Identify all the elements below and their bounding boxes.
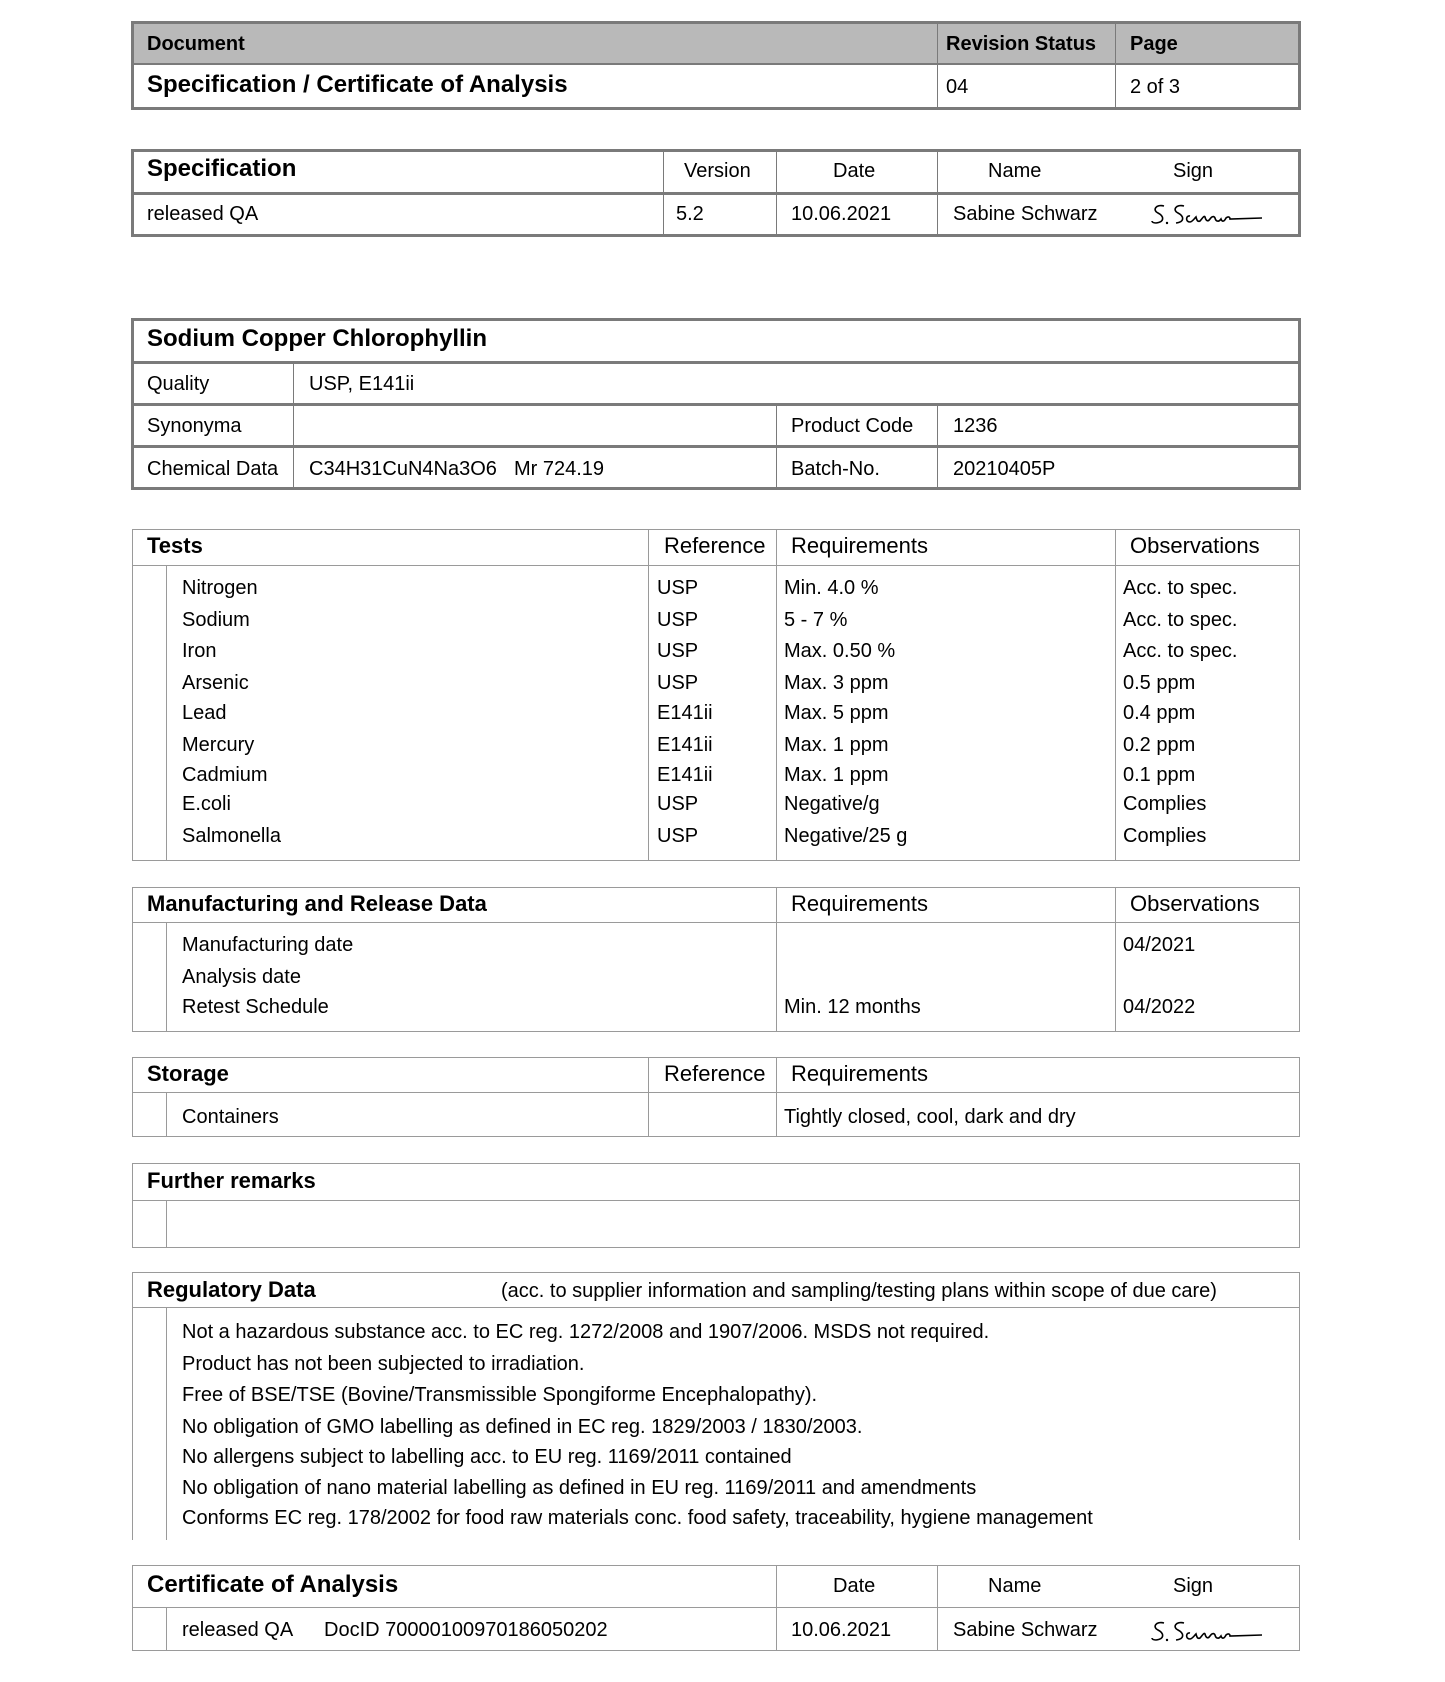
remarks-title: Further remarks xyxy=(147,1168,316,1193)
divider xyxy=(132,1607,1300,1608)
header-col-page: Page xyxy=(1130,33,1178,55)
test-requirement: Negative/25 g xyxy=(784,825,908,847)
coa-status: released QA xyxy=(182,1619,294,1641)
test-reference: E141ii xyxy=(657,764,713,786)
test-observation: 0.4 ppm xyxy=(1123,702,1196,724)
page-value: 2 of 3 xyxy=(1130,76,1181,98)
spec-name: Sabine Schwarz xyxy=(953,203,1098,225)
test-name: Nitrogen xyxy=(182,577,258,599)
coa-col-sign: Sign xyxy=(1173,1575,1214,1597)
storage-item: Containers xyxy=(182,1106,279,1128)
regulatory-note: (acc. to supplier information and sampling/testing plans within scope of due care) xyxy=(501,1280,1217,1302)
test-requirement: 5 - 7 % xyxy=(784,609,848,631)
regulatory-line: No obligation of nano material labelling as defined in EU reg. 1169/2011 and amendments xyxy=(182,1477,977,1499)
test-name: Salmonella xyxy=(182,825,281,847)
product-code-value: 1236 xyxy=(953,415,998,437)
manufacturing-title: Manufacturing and Release Data xyxy=(147,891,487,916)
test-requirement: Max. 1 ppm xyxy=(784,734,889,756)
test-reference: USP xyxy=(657,609,699,631)
coa-date: 10.06.2021 xyxy=(791,1619,892,1641)
test-reference: USP xyxy=(657,640,699,662)
storage-title: Storage xyxy=(147,1061,229,1086)
divider xyxy=(131,192,1301,195)
divider xyxy=(937,1565,938,1651)
chemical-formula: C34H31CuN4Na3O6 xyxy=(309,458,497,480)
tests-col-observations: Observations xyxy=(1130,533,1260,558)
regulatory-title: Regulatory Data xyxy=(147,1277,316,1302)
test-reference: USP xyxy=(657,672,699,694)
header-band xyxy=(134,24,1298,64)
specification-title: Specification xyxy=(147,155,297,182)
test-observation: 0.5 ppm xyxy=(1123,672,1196,694)
divider xyxy=(1115,529,1116,861)
test-requirement: Max. 3 ppm xyxy=(784,672,889,694)
divider xyxy=(166,1200,167,1248)
coa-col-name: Name xyxy=(988,1575,1042,1597)
manufacturing-col-requirements: Requirements xyxy=(791,891,928,916)
divider xyxy=(937,403,938,490)
regulatory-line: Conforms EC reg. 178/2002 for food raw materials conc. food safety, traceability, hygiene management xyxy=(182,1507,1093,1529)
test-requirement: Min. 4.0 % xyxy=(784,577,879,599)
regulatory-table xyxy=(132,1272,1300,1540)
divider xyxy=(776,1057,777,1137)
synonyma-label: Synonyma xyxy=(147,415,242,437)
molecular-weight: Mr 724.19 xyxy=(514,458,605,480)
test-name: Lead xyxy=(182,702,227,724)
divider xyxy=(131,445,1301,448)
divider xyxy=(131,361,1301,364)
quality-label: Quality xyxy=(147,373,210,395)
chemical-data-label: Chemical Data xyxy=(147,458,279,480)
divider xyxy=(132,1092,1300,1093)
storage-col-reference: Reference xyxy=(664,1061,766,1086)
divider xyxy=(132,1307,1300,1308)
divider xyxy=(132,922,1300,923)
test-requirement: Max. 5 ppm xyxy=(784,702,889,724)
divider xyxy=(132,1200,1300,1201)
manufacturing-observation: 04/2022 xyxy=(1123,996,1196,1018)
regulatory-line: No allergens subject to labelling acc. to EU reg. 1169/2011 contained xyxy=(182,1446,792,1468)
divider xyxy=(648,1057,649,1137)
tests-col-requirements: Requirements xyxy=(791,533,928,558)
test-reference: USP xyxy=(657,793,699,815)
storage-col-requirements: Requirements xyxy=(791,1061,928,1086)
divider xyxy=(166,922,167,1032)
quality-value: USP, E141ii xyxy=(309,373,415,395)
spec-version: 5.2 xyxy=(676,203,704,225)
test-name: Iron xyxy=(182,640,217,662)
header-col-revision: Revision Status xyxy=(946,33,1097,55)
signature-image xyxy=(1150,200,1275,230)
spec-col-sign: Sign xyxy=(1173,160,1214,182)
test-name: Mercury xyxy=(182,734,255,756)
test-reference: USP xyxy=(657,825,699,847)
document-title: Specification / Certificate of Analysis xyxy=(147,71,568,98)
manufacturing-item: Retest Schedule xyxy=(182,996,329,1018)
divider xyxy=(937,21,938,110)
divider xyxy=(937,149,938,237)
test-reference: E141ii xyxy=(657,702,713,724)
divider xyxy=(166,1092,167,1137)
test-reference: E141ii xyxy=(657,734,713,756)
tests-col-reference: Reference xyxy=(664,533,766,558)
divider xyxy=(776,149,777,237)
test-observation: Complies xyxy=(1123,825,1207,847)
batch-value: 20210405P xyxy=(953,458,1056,480)
divider xyxy=(776,887,777,1032)
spec-col-version: Version xyxy=(684,160,751,182)
divider xyxy=(166,565,167,861)
divider xyxy=(131,63,1301,65)
manufacturing-observation: 04/2021 xyxy=(1123,934,1196,956)
product-code-label: Product Code xyxy=(791,415,914,437)
test-name: Sodium xyxy=(182,609,250,631)
manufacturing-item: Manufacturing date xyxy=(182,934,354,956)
test-observation: Acc. to spec. xyxy=(1123,640,1238,662)
test-name: Arsenic xyxy=(182,672,249,694)
spec-col-name: Name xyxy=(988,160,1042,182)
tests-title: Tests xyxy=(147,533,203,558)
test-observation: Complies xyxy=(1123,793,1207,815)
test-requirement: Max. 0.50 % xyxy=(784,640,896,662)
divider xyxy=(648,529,649,861)
divider xyxy=(776,529,777,861)
manufacturing-col-observations: Observations xyxy=(1130,891,1260,916)
batch-label: Batch-No. xyxy=(791,458,880,480)
divider xyxy=(1115,887,1116,1032)
coa-col-date: Date xyxy=(833,1575,876,1597)
divider xyxy=(131,403,1301,406)
test-observation: Acc. to spec. xyxy=(1123,577,1238,599)
divider xyxy=(132,565,1300,566)
spec-col-date: Date xyxy=(833,160,876,182)
regulatory-line: Not a hazardous substance acc. to EC reg. 1272/2008 and 1907/2006. MSDS not required. xyxy=(182,1321,990,1343)
divider xyxy=(166,1607,167,1651)
divider xyxy=(663,149,664,237)
test-reference: USP xyxy=(657,577,699,599)
regulatory-line: No obligation of GMO labelling as defined in EC reg. 1829/2003 / 1830/2003. xyxy=(182,1416,863,1438)
divider xyxy=(1115,21,1116,110)
test-name: Cadmium xyxy=(182,764,268,786)
spec-date: 10.06.2021 xyxy=(791,203,892,225)
regulatory-line: Product has not been subjected to irradiation. xyxy=(182,1353,585,1375)
divider xyxy=(776,1565,777,1651)
header-col-document: Document xyxy=(147,33,245,55)
regulatory-line: Free of BSE/TSE (Bovine/Transmissible Spongiforme Encephalopathy). xyxy=(182,1384,818,1406)
coa-title: Certificate of Analysis xyxy=(147,1571,399,1598)
product-title: Sodium Copper Chlorophyllin xyxy=(147,325,487,352)
test-observation: 0.2 ppm xyxy=(1123,734,1196,756)
divider xyxy=(293,361,294,490)
test-requirement: Max. 1 ppm xyxy=(784,764,889,786)
test-name: E.coli xyxy=(182,793,231,815)
storage-requirement: Tightly closed, cool, dark and dry xyxy=(784,1106,1076,1128)
manufacturing-item: Analysis date xyxy=(182,966,301,988)
divider xyxy=(166,1307,167,1540)
coa-docid: DocID 70000100970186050202 xyxy=(324,1619,608,1641)
test-observation: Acc. to spec. xyxy=(1123,609,1238,631)
manufacturing-requirement: Min. 12 months xyxy=(784,996,921,1018)
signature-image xyxy=(1150,1617,1275,1647)
revision-value: 04 xyxy=(946,76,969,98)
spec-status: released QA xyxy=(147,203,259,225)
test-observation: 0.1 ppm xyxy=(1123,764,1196,786)
divider xyxy=(776,403,777,490)
test-requirement: Negative/g xyxy=(784,793,880,815)
coa-name: Sabine Schwarz xyxy=(953,1619,1098,1641)
